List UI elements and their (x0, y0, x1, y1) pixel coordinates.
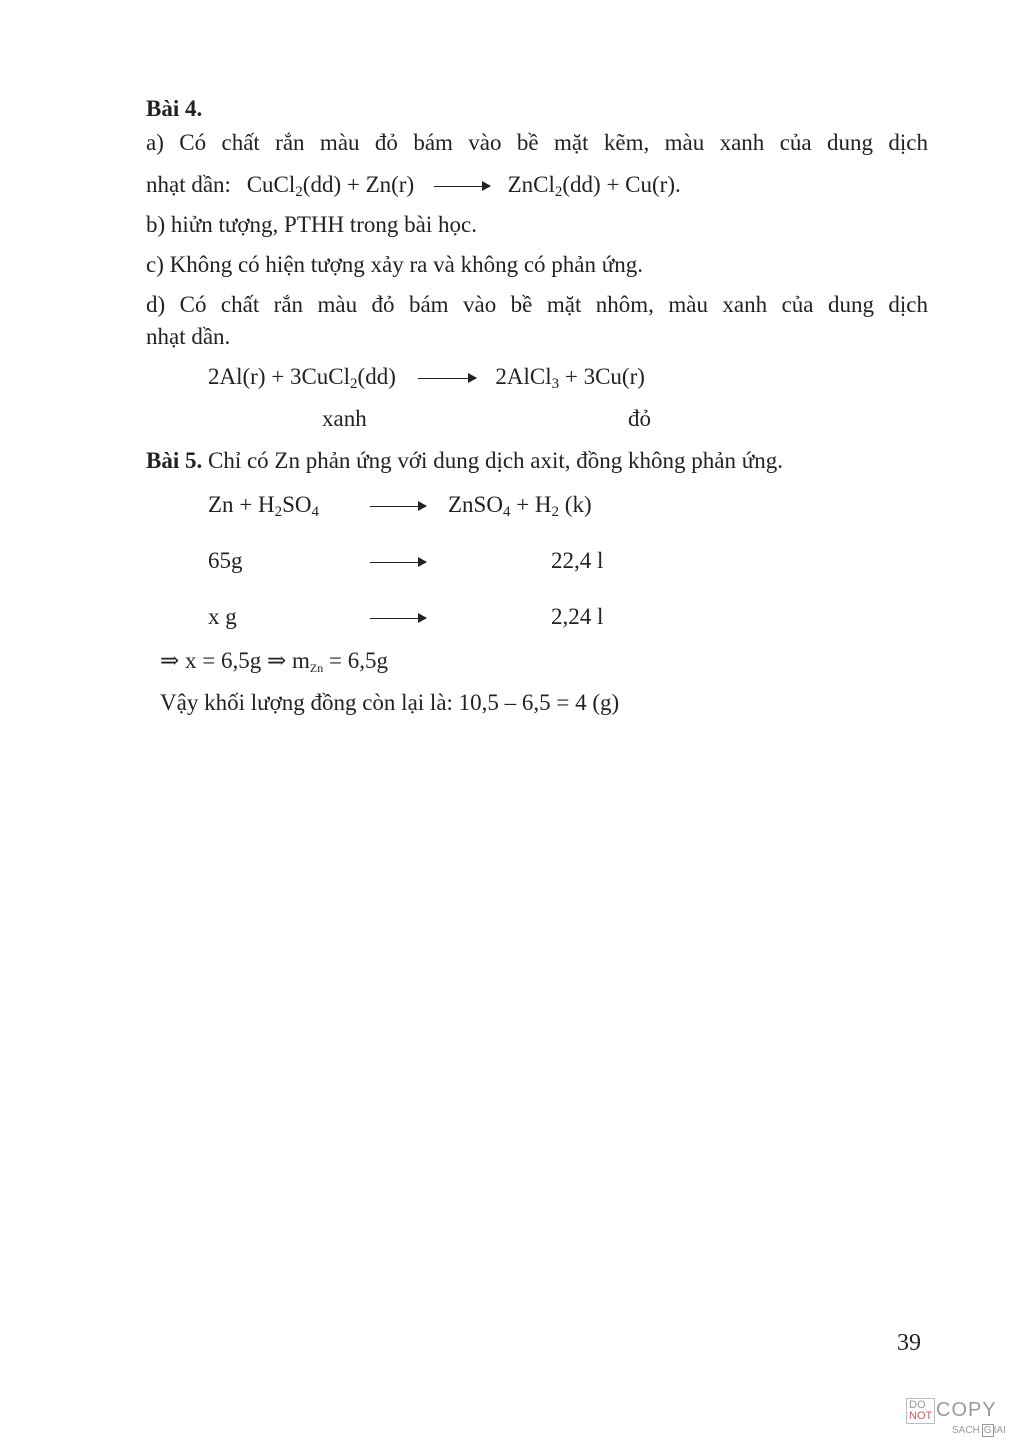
label-do: đỏ (628, 406, 651, 431)
reaction-arrow-icon (418, 378, 476, 379)
reaction-arrow-icon (370, 618, 426, 619)
bai5-arrow-2 (370, 548, 426, 574)
watermark-do-not: DO NOT (906, 1398, 935, 1424)
bai4-a-eq-left: CuCl$_2$(dd) + Zn(r) (246, 172, 415, 200)
bai4-a-equation (146, 172, 681, 198)
bai5-eq-left: $Zn + H_2SO_4$ (208, 492, 320, 520)
bai4-d-eq-left: 2Al(r) + 3CuCl$_2$(dd) (208, 364, 396, 392)
bai5-intro: Chỉ có Zn phản ứng với dung dịch axit, đồng không phản ứng. (207, 448, 783, 473)
watermark-logo (906, 1398, 1016, 1442)
bai4-c: c) Không có hiện tượng xảy ra và không có phản ứng. (146, 252, 643, 277)
bai4-d-line2: nhạt dần. (146, 324, 231, 349)
bai5-row2-right: 22,4 l (551, 548, 604, 573)
bai5-conclusion: Vậy khối lượng đồng còn lại là: 10,5 – 6,5 = 4 (g) (160, 690, 620, 715)
watermark-sach-giai: SACH G IAI (952, 1425, 1006, 1436)
bai5-result: ⇒ x = 6,5g ⇒ $m_{Zn} = 6,5g$ (160, 648, 388, 675)
bai5-title: Bài 5. (146, 448, 203, 473)
reaction-arrow-icon (370, 562, 426, 563)
bai5-eq-right: ZnSO$_4$ + $H_2$ (k) (448, 492, 592, 520)
bai5-arrow-3 (370, 604, 426, 630)
reaction-arrow-icon (370, 506, 426, 507)
bai5-intro-line (146, 448, 783, 474)
bai4-d-eq-right: 2AlCl$_3$ + 3Cu(r) (495, 364, 645, 392)
reaction-arrow-icon (434, 186, 490, 187)
bai4-a-eq-right: ZnCl$_2$(dd) + Cu(r). (507, 172, 681, 200)
bai4-a-line1: a) Có chất rắn màu đỏ bám vào bề mặt kẽm, màu xanh của dung dịch (146, 130, 928, 155)
bai4-d-equation (208, 364, 645, 390)
bai4-d-line1: d) Có chất rắn màu đỏ bám vào bề mặt nhôm, màu xanh của dung dịch (146, 292, 928, 317)
watermark-copy: COPY (936, 1399, 997, 1421)
bai4-title: Bài 4. (146, 96, 203, 121)
bai5-row3-right: 2,24 l (551, 604, 604, 629)
bai5-arrow-1 (370, 492, 426, 518)
bai4-a-prefix: nhạt dần: (146, 172, 231, 197)
bai5-row3-left: x g (208, 604, 237, 629)
bai5-row2-left: 65g (208, 548, 243, 573)
label-xanh: xanh (322, 406, 367, 431)
page-number: 39 (897, 1330, 921, 1356)
bai4-b: b) hiửn tượng, PTHH trong bài học. (146, 212, 477, 237)
